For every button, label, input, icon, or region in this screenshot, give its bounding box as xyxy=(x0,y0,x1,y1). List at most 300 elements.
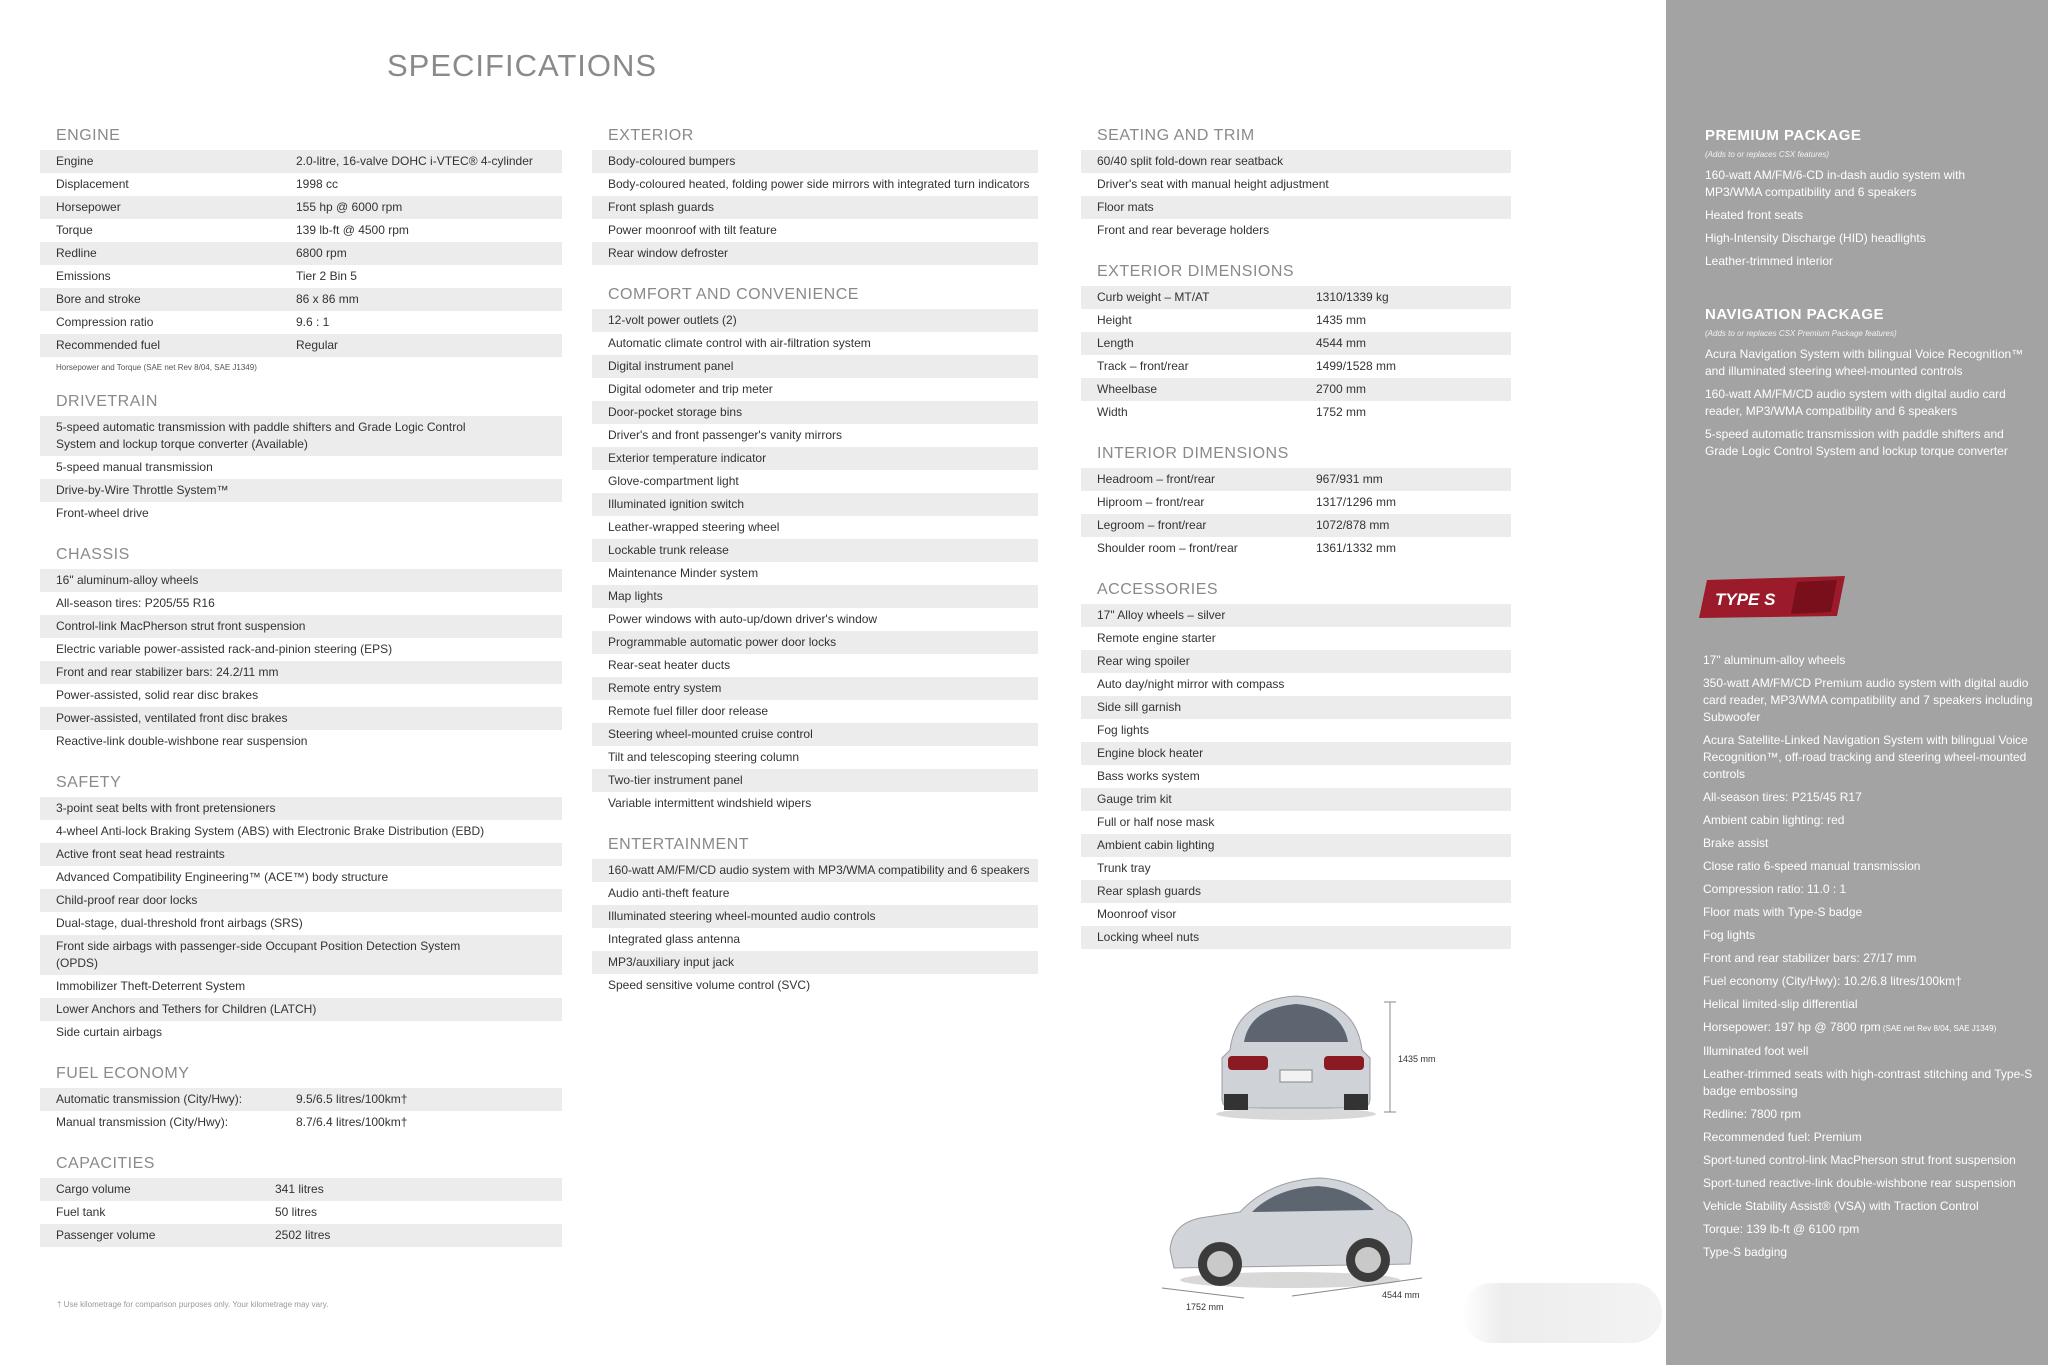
navigation-package-section xyxy=(1705,305,2025,466)
spec-row xyxy=(40,889,562,912)
spec-label: Fuel tank xyxy=(56,1205,106,1219)
spec-label: Programmable automatic power door locks xyxy=(608,635,837,649)
exterior-dimensions-section xyxy=(1081,262,1511,424)
navigation-package-subtitle: (Adds to or replaces CSX Premium Package features) xyxy=(1705,329,1897,338)
spec-row xyxy=(592,242,1038,265)
spec-label: Torque xyxy=(56,223,93,237)
spec-value: 1499/1528 mm xyxy=(1316,359,1397,373)
spec-label: Body-coloured heated, folding power side mirrors with integrated turn indicators xyxy=(608,177,1030,191)
fuel-economy-section xyxy=(40,1064,562,1134)
spec-row xyxy=(592,608,1038,631)
spec-label: Full or half nose mask xyxy=(1097,815,1215,829)
spec-value: 9.6 : 1 xyxy=(296,315,330,329)
spec-row xyxy=(1081,834,1511,857)
spec-label: Width xyxy=(1097,405,1128,419)
packages-sidebar xyxy=(1666,0,2048,1365)
spec-label: Power-assisted, ventilated front disc brakes xyxy=(56,711,288,725)
spec-row xyxy=(592,792,1038,815)
spec-label: Track – front/rear xyxy=(1097,359,1189,373)
spec-row xyxy=(592,859,1038,882)
spec-row xyxy=(1081,696,1511,719)
spec-row xyxy=(1081,309,1511,332)
types-item: Type-S badging xyxy=(1703,1245,1788,1259)
spec-value: 1435 mm xyxy=(1316,313,1367,327)
spec-label: Automatic transmission (City/Hwy): xyxy=(56,1092,243,1106)
spec-row xyxy=(1081,604,1511,627)
type-s-section xyxy=(1703,652,2033,1267)
spec-label: Moonroof visor xyxy=(1097,907,1177,921)
spec-row xyxy=(1081,811,1511,834)
types-item: Recommended fuel: Premium xyxy=(1703,1130,1862,1144)
spec-label: Advanced Compatibility Engineering™ (ACE™) body structure xyxy=(56,870,389,884)
spec-row xyxy=(592,447,1038,470)
height-dimension-label: 1435 mm xyxy=(1398,1054,1436,1064)
spec-label: Front-wheel drive xyxy=(56,506,149,520)
spec-label: Glove-compartment light xyxy=(608,474,739,488)
spec-row xyxy=(1081,468,1511,491)
spec-row xyxy=(1081,765,1511,788)
spec-label: Power moonroof with tilt feature xyxy=(608,223,777,237)
accessories-heading: ACCESSORIES xyxy=(1097,581,1219,598)
premium-item: High-Intensity Discharge (HID) headlights xyxy=(1705,231,1926,245)
spec-row xyxy=(592,424,1038,447)
spec-value: 1310/1339 kg xyxy=(1316,290,1389,304)
comfort-and-convenience-heading: COMFORT AND CONVENIENCE xyxy=(608,286,859,303)
spec-value: Tier 2 Bin 5 xyxy=(296,269,357,283)
spec-label: Remote engine starter xyxy=(1097,631,1216,645)
exterior-section xyxy=(592,126,1038,265)
drivetrain-rows xyxy=(40,416,562,525)
spec-label: Illuminated steering wheel-mounted audio controls xyxy=(608,909,876,923)
types-item: Sport-tuned control-link MacPherson strut front suspension xyxy=(1703,1153,2016,1167)
drivetrain-section xyxy=(40,392,562,525)
spec-label: Fog lights xyxy=(1097,723,1150,737)
spec-value: 86 x 86 mm xyxy=(296,292,359,306)
types-item: Fuel economy (City/Hwy): 10.2/6.8 litres/100km† xyxy=(1703,974,1962,988)
spec-label: Front and rear stabilizer bars: 24.2/11 mm xyxy=(56,665,279,679)
spec-label: Legroom – front/rear xyxy=(1097,518,1207,532)
spec-row xyxy=(40,935,562,975)
spec-label: 4-wheel Anti-lock Braking System (ABS) with Electronic Brake Distribution (EBD) xyxy=(56,824,485,838)
spec-row xyxy=(1081,742,1511,765)
spec-row xyxy=(592,562,1038,585)
spec-row xyxy=(1081,286,1511,309)
spec-row xyxy=(1081,650,1511,673)
types-item: Front and rear stabilizer bars: 27/17 mm xyxy=(1703,951,1917,965)
spec-row xyxy=(1081,355,1511,378)
spec-label: Front side airbags with passenger-side Occupant Position Detection System (OPDS) xyxy=(56,939,461,970)
spec-row xyxy=(592,516,1038,539)
spec-row xyxy=(40,242,562,265)
spec-row xyxy=(592,882,1038,905)
spec-label: Locking wheel nuts xyxy=(1097,930,1200,944)
fuel-economy-rows xyxy=(40,1088,562,1134)
safety-rows xyxy=(40,797,562,1044)
types-item: Redline: 7800 rpm xyxy=(1703,1107,1802,1121)
spec-label: Horsepower xyxy=(56,200,121,214)
spec-label: Height xyxy=(1097,313,1132,327)
premium-package-title: PREMIUM PACKAGE xyxy=(1705,127,1862,144)
spec-label: Dual-stage, dual-threshold front airbags (SRS) xyxy=(56,916,303,930)
spec-label: Door-pocket storage bins xyxy=(608,405,743,419)
spec-label: Active front seat head restraints xyxy=(56,847,225,861)
navigation-package-list xyxy=(1705,346,2025,460)
types-item: Torque: 139 lb-ft @ 6100 rpm xyxy=(1703,1222,1860,1236)
spec-value: 4544 mm xyxy=(1316,336,1367,350)
spec-label: Exterior temperature indicator xyxy=(608,451,767,465)
spec-row xyxy=(40,150,562,173)
types-item: All-season tires: P215/45 R17 xyxy=(1703,790,1862,804)
spec-row xyxy=(592,309,1038,332)
spec-row xyxy=(592,173,1038,196)
spec-label: Hiproom – front/rear xyxy=(1097,495,1205,509)
spec-label: Displacement xyxy=(56,177,129,191)
spec-label: Bore and stroke xyxy=(56,292,141,306)
spec-label: Body-coloured bumpers xyxy=(608,154,736,168)
spec-row xyxy=(592,928,1038,951)
spec-label: Curb weight – MT/AT xyxy=(1097,290,1210,304)
spec-label: Side sill garnish xyxy=(1097,700,1182,714)
safety-section xyxy=(40,773,562,1044)
drivetrain-heading: DRIVETRAIN xyxy=(56,393,158,410)
spec-row xyxy=(592,355,1038,378)
horsepower-note: (SAE net Rev 8/04, SAE J1349) xyxy=(1880,1024,1997,1033)
spec-label: Automatic climate control with air-filtration system xyxy=(608,336,871,350)
types-item: Ambient cabin lighting: red xyxy=(1703,813,1845,827)
spec-label: Wheelbase xyxy=(1097,382,1158,396)
chassis-heading: CHASSIS xyxy=(56,546,130,563)
accessories-section xyxy=(1081,580,1511,949)
spec-row xyxy=(40,998,562,1021)
capacities-section xyxy=(40,1154,562,1247)
spec-label: Headroom – front/rear xyxy=(1097,472,1216,486)
spec-value: 1361/1332 mm xyxy=(1316,541,1397,555)
footnote: † Use kilometrage for comparison purposes only. Your kilometrage may vary. xyxy=(57,1300,329,1309)
spec-label: Ambient cabin lighting xyxy=(1097,838,1215,852)
spec-label: Drive-by-Wire Throttle System™ xyxy=(56,483,229,497)
spec-row xyxy=(40,1111,562,1134)
spec-row xyxy=(592,401,1038,424)
spec-row xyxy=(40,311,562,334)
spec-value: 2502 litres xyxy=(275,1228,331,1242)
spec-row xyxy=(1081,926,1511,949)
spec-label: Two-tier instrument panel xyxy=(608,773,743,787)
engine-heading: ENGINE xyxy=(56,127,121,144)
spec-label: Maintenance Minder system xyxy=(608,566,759,580)
spec-row xyxy=(1081,514,1511,537)
spec-label: Speed sensitive volume control (SVC) xyxy=(608,978,811,992)
spec-row xyxy=(40,797,562,820)
type-s-feature-list xyxy=(1703,652,2033,1261)
spec-row xyxy=(40,288,562,311)
spec-row xyxy=(592,677,1038,700)
spec-label: 17" Alloy wheels – silver xyxy=(1097,608,1226,622)
spec-row xyxy=(40,502,562,525)
spec-row xyxy=(1081,378,1511,401)
spec-row xyxy=(592,493,1038,516)
spec-row xyxy=(1081,880,1511,903)
types-item: Illuminated foot well xyxy=(1703,1044,1809,1058)
types-item: Acura Satellite-Linked Navigation System with bilingual Voice Recognition™, off-road tracking and steering wheel-mounted controls xyxy=(1703,733,2028,781)
specs-column-1 xyxy=(40,126,562,1267)
types-item: Compression ratio: 11.0 : 1 xyxy=(1703,882,1847,896)
spec-row xyxy=(1081,673,1511,696)
comfort-and-convenience-section xyxy=(592,285,1038,815)
spec-label: Rear-seat heater ducts xyxy=(608,658,731,672)
spec-label: Rear window defroster xyxy=(608,246,729,260)
spec-label: MP3/auxiliary input jack xyxy=(608,955,735,969)
spec-label: Bass works system xyxy=(1097,769,1200,783)
types-item: Vehicle Stability Assist® (VSA) with Traction Control xyxy=(1703,1199,1979,1213)
premium-package-list xyxy=(1705,167,2025,270)
spec-row xyxy=(592,585,1038,608)
types-item: Brake assist xyxy=(1703,836,1769,850)
watermark-overlay xyxy=(1462,1283,1662,1343)
spec-row xyxy=(592,219,1038,242)
navigation-item: Acura Navigation System with bilingual Voice Recognition™ and illuminated steering wheel-mounted controls xyxy=(1705,347,2024,378)
accessories-rows xyxy=(1081,604,1511,949)
spec-row xyxy=(1081,491,1511,514)
safety-heading: SAFETY xyxy=(56,774,122,791)
spec-label: Audio anti-theft feature xyxy=(608,886,730,900)
exterior-dimensions-rows xyxy=(1081,286,1511,424)
spec-row xyxy=(40,456,562,479)
type-s-logo xyxy=(1699,572,1849,622)
chassis-rows xyxy=(40,569,562,753)
spec-label: Length xyxy=(1097,336,1134,350)
spec-label: Compression ratio xyxy=(56,315,154,329)
spec-row xyxy=(40,707,562,730)
spec-value: 8.7/6.4 litres/100km† xyxy=(296,1115,408,1129)
spec-label: Child-proof rear door locks xyxy=(56,893,198,907)
spec-value: 50 litres xyxy=(275,1205,318,1219)
spec-row xyxy=(40,173,562,196)
specs-column-3 xyxy=(1081,126,1511,969)
spec-row xyxy=(592,974,1038,997)
types-item: Leather-trimmed seats with high-contrast stitching and Type-S badge embossing xyxy=(1703,1067,2033,1098)
spec-value: Regular xyxy=(296,338,339,352)
types-item: Horsepower: 197 hp @ 7800 rpm (SAE net Rev 8/04, SAE J1349) xyxy=(1703,1020,1997,1034)
spec-row xyxy=(40,416,562,456)
spec-row xyxy=(40,820,562,843)
spec-row xyxy=(40,592,562,615)
spec-label: Emissions xyxy=(56,269,111,283)
spec-row xyxy=(592,470,1038,493)
navigation-item: 160-watt AM/FM/CD audio system with digital audio card reader, MP3/WMA compatibility and 6 speakers xyxy=(1705,387,2006,418)
spec-label: Variable intermittent windshield wipers xyxy=(608,796,812,810)
spec-label: Cargo volume xyxy=(56,1182,131,1196)
spec-label: Immobilizer Theft-Deterrent System xyxy=(56,979,246,993)
spec-label: 160-watt AM/FM/CD audio system with MP3/WMA compatibility and 6 speakers xyxy=(608,863,1030,877)
spec-label: Gauge trim kit xyxy=(1097,792,1172,806)
spec-label: 5-speed manual transmission xyxy=(56,460,213,474)
spec-row xyxy=(40,479,562,502)
spec-row xyxy=(40,1201,562,1224)
spec-label: 3-point seat belts with front pretensioners xyxy=(56,801,276,815)
spec-row xyxy=(1081,719,1511,742)
spec-row xyxy=(1081,173,1511,196)
spec-row xyxy=(40,1021,562,1044)
spec-label: Front and rear beverage holders xyxy=(1097,223,1270,237)
spec-row xyxy=(40,1224,562,1247)
spec-row xyxy=(1081,219,1511,242)
spec-row xyxy=(40,661,562,684)
capacities-heading: CAPACITIES xyxy=(56,1155,155,1172)
spec-row xyxy=(40,843,562,866)
page-title: SPECIFICATIONS xyxy=(387,48,658,83)
spec-label: Recommended fuel xyxy=(56,338,161,352)
capacities-rows xyxy=(40,1178,562,1247)
spec-row xyxy=(40,1178,562,1201)
specs-column-2 xyxy=(592,126,1038,1017)
spec-row xyxy=(592,378,1038,401)
navigation-item: 5-speed automatic transmission with paddle shifters and Grade Logic Control System and lockup torque converter xyxy=(1705,427,2008,458)
spec-value: 1998 cc xyxy=(296,177,339,191)
types-item: Floor mats with Type-S badge xyxy=(1703,905,1863,919)
spec-row xyxy=(592,723,1038,746)
exterior-dimensions-heading: EXTERIOR DIMENSIONS xyxy=(1097,263,1295,280)
spec-row xyxy=(592,539,1038,562)
engine-section xyxy=(40,126,562,372)
spec-row xyxy=(40,638,562,661)
spec-label: Side curtain airbags xyxy=(56,1025,163,1039)
spec-label: 5-speed automatic transmission with paddle shifters and Grade Logic Control System and lockup torque converter (Available) xyxy=(56,420,466,451)
spec-value: 967/931 mm xyxy=(1316,472,1383,486)
spec-label: Floor mats xyxy=(1097,200,1154,214)
spec-row xyxy=(1081,903,1511,926)
spec-label: Tilt and telescoping steering column xyxy=(608,750,799,764)
spec-row xyxy=(592,631,1038,654)
spec-label: Electric variable power-assisted rack-and-pinion steering (EPS) xyxy=(56,642,393,656)
spec-label: Auto day/night mirror with compass xyxy=(1097,677,1285,691)
spec-row xyxy=(40,569,562,592)
exterior-heading: EXTERIOR xyxy=(608,127,694,144)
types-item: 350-watt AM/FM/CD Premium audio system with digital audio card reader, MP3/WMA compatibility and 7 speakers including Subwoofer xyxy=(1703,676,2033,724)
car-side-view-image xyxy=(1160,1160,1430,1300)
spec-label: Driver's and front passenger's vanity mirrors xyxy=(608,428,842,442)
spec-row xyxy=(40,730,562,753)
spec-label: Manual transmission (City/Hwy): xyxy=(56,1115,229,1129)
entertainment-heading: ENTERTAINMENT xyxy=(608,836,750,853)
spec-row xyxy=(1081,196,1511,219)
spec-row xyxy=(1081,857,1511,880)
spec-value: 155 hp @ 6000 rpm xyxy=(296,200,403,214)
entertainment-rows xyxy=(592,859,1038,997)
interior-dimensions-rows xyxy=(1081,468,1511,560)
fuel-economy-heading: FUEL ECONOMY xyxy=(56,1065,190,1082)
spec-label: Rear splash guards xyxy=(1097,884,1202,898)
seating-and-trim-rows xyxy=(1081,150,1511,242)
spec-value: 6800 rpm xyxy=(296,246,347,260)
navigation-package-title: NAVIGATION PACKAGE xyxy=(1705,306,1885,323)
spec-row xyxy=(1081,401,1511,424)
spec-label: Digital instrument panel xyxy=(608,359,734,373)
spec-label: Steering wheel-mounted cruise control xyxy=(608,727,813,741)
premium-item: 160-watt AM/FM/6-CD in-dash audio system with MP3/WMA compatibility and 6 speakers xyxy=(1705,168,1966,199)
spec-row xyxy=(1081,788,1511,811)
spec-row xyxy=(40,219,562,242)
spec-value: 9.5/6.5 litres/100km† xyxy=(296,1092,408,1106)
exterior-rows xyxy=(592,150,1038,265)
spec-label: Integrated glass antenna xyxy=(608,932,741,946)
spec-label: Driver's seat with manual height adjustment xyxy=(1097,177,1329,191)
spec-row xyxy=(592,746,1038,769)
spec-label: Remote entry system xyxy=(608,681,722,695)
spec-label: Lockable trunk release xyxy=(608,543,729,557)
spec-value: 2700 mm xyxy=(1316,382,1367,396)
spec-row xyxy=(1081,332,1511,355)
premium-item: Leather-trimmed interior xyxy=(1705,254,1834,268)
spec-value: 139 lb-ft @ 4500 rpm xyxy=(296,223,409,237)
spec-row xyxy=(40,1088,562,1111)
spec-row xyxy=(592,150,1038,173)
spec-label: 12-volt power outlets (2) xyxy=(608,313,737,327)
spec-row xyxy=(592,951,1038,974)
spec-label: Remote fuel filler door release xyxy=(608,704,769,718)
spec-label: Illuminated ignition switch xyxy=(608,497,745,511)
types-item: 17" aluminum-alloy wheels xyxy=(1703,653,1846,667)
spec-label: Control-link MacPherson strut front suspension xyxy=(56,619,306,633)
spec-value: 1317/1296 mm xyxy=(1316,495,1397,509)
interior-dimensions-heading: INTERIOR DIMENSIONS xyxy=(1097,445,1289,462)
spec-label: Digital odometer and trip meter xyxy=(608,382,773,396)
spec-label: Redline xyxy=(56,246,97,260)
comfort-and-convenience-rows xyxy=(592,309,1038,815)
spec-value: 1752 mm xyxy=(1316,405,1367,419)
engine-note: Horsepower and Torque (SAE net Rev 8/04, SAE J1349) xyxy=(56,363,257,372)
premium-package-section xyxy=(1705,126,2025,276)
spec-label: Power-assisted, solid rear disc brakes xyxy=(56,688,259,702)
spec-label: Engine xyxy=(56,154,94,168)
spec-row xyxy=(592,332,1038,355)
spec-row xyxy=(40,334,562,357)
spec-row xyxy=(1081,627,1511,650)
spec-row xyxy=(1081,537,1511,560)
spec-row xyxy=(592,769,1038,792)
types-item: Fog lights xyxy=(1703,928,1756,942)
spec-label: Leather-wrapped steering wheel xyxy=(608,520,780,534)
premium-item: Heated front seats xyxy=(1705,208,1804,222)
spec-label: Passenger volume xyxy=(56,1228,156,1242)
chassis-section xyxy=(40,545,562,753)
spec-row xyxy=(592,654,1038,677)
engine-rows xyxy=(40,150,562,357)
spec-label: Lower Anchors and Tethers for Children (LATCH) xyxy=(56,1002,317,1016)
spec-row xyxy=(40,196,562,219)
spec-label: Power windows with auto-up/down driver's window xyxy=(608,612,878,626)
spec-label: 60/40 split fold-down rear seatback xyxy=(1097,154,1284,168)
spec-value: 341 litres xyxy=(275,1182,324,1196)
spec-value: 2.0-litre, 16-valve DOHC i-VTEC® 4-cylinder xyxy=(296,154,533,168)
spec-row xyxy=(40,866,562,889)
premium-package-subtitle: (Adds to or replaces CSX features) xyxy=(1705,150,1830,159)
spec-value: 1072/878 mm xyxy=(1316,518,1390,532)
spec-label: Shoulder room – front/rear xyxy=(1097,541,1238,555)
seating-and-trim-section xyxy=(1081,126,1511,242)
spec-row xyxy=(40,912,562,935)
spec-label: Engine block heater xyxy=(1097,746,1204,760)
length-dimension-label: 4544 mm xyxy=(1382,1290,1420,1300)
types-item: Close ratio 6-speed manual transmission xyxy=(1703,859,1921,873)
spec-label: Reactive-link double-wishbone rear suspension xyxy=(56,734,308,748)
spec-label: All-season tires: P205/55 R16 xyxy=(56,596,215,610)
spec-row xyxy=(40,265,562,288)
spec-row xyxy=(40,684,562,707)
spec-row xyxy=(40,615,562,638)
spec-label: Rear wing spoiler xyxy=(1097,654,1190,668)
types-item: Helical limited-slip differential xyxy=(1703,997,1858,1011)
spec-row xyxy=(1081,150,1511,173)
